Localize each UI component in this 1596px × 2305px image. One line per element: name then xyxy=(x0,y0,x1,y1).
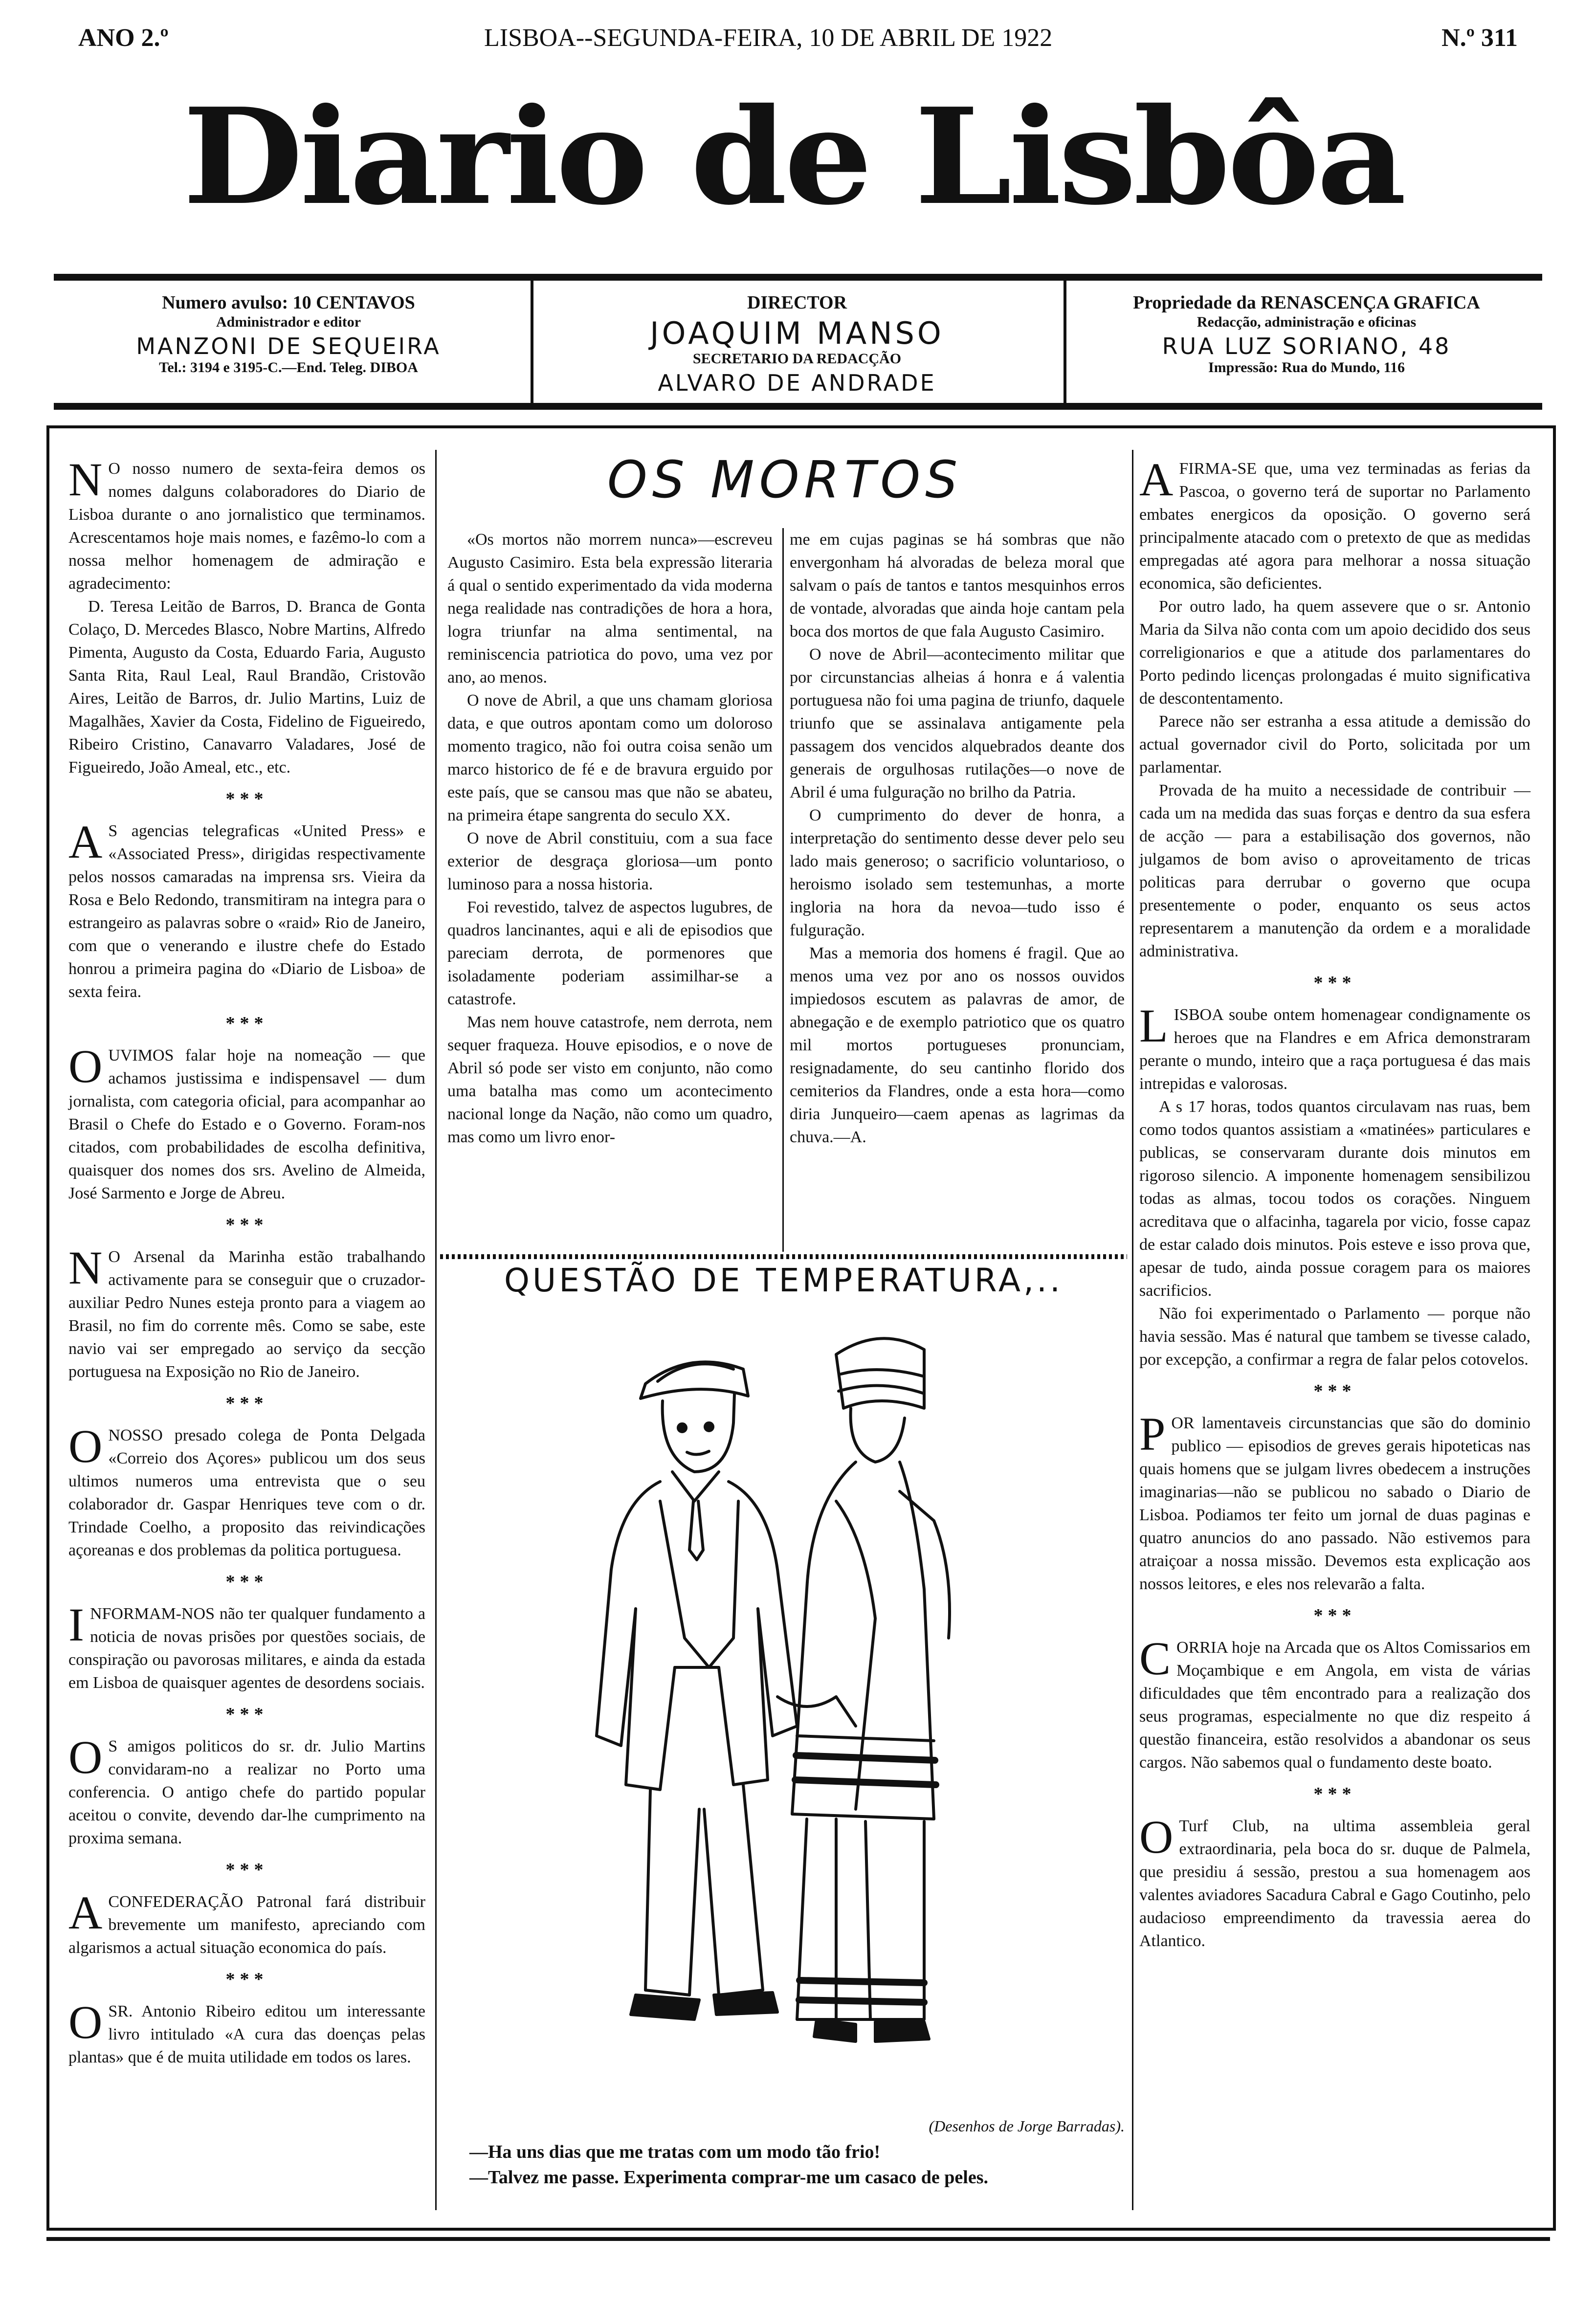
news-item: ONOSSO presado colega de Ponta Delgada «Correio dos Açores» publicou um dos seus ultimos numeros uma entrevista que o seu colaborador dr. Gaspar Henriques teve com o dr. Trindade Coelho, a proposito das reivindicações açoreanas e dos problemas da politica portuguesa. xyxy=(68,1420,425,1559)
news-item: OS amigos politicos do sr. dr. Julio Martins convidaram-no a realizar no Porto uma conferencia. O antigo chefe do partido popular aceitou o convite, devendo dar-lhe cumprimento na proxima semana. xyxy=(68,1731,425,1847)
article-paragraph: O nove de Abril constituiu, com a sua face exterior de desgraça gloriosa—um ponto luminoso para a nossa historia. xyxy=(447,829,773,893)
separator: *** xyxy=(1313,1605,1356,1626)
masthead-title: Diario de Lisbôa xyxy=(182,79,1404,234)
cartoon-title: QUESTÃO DE TEMPERATURA,.. xyxy=(504,1262,1064,1299)
admin-name: MANZONI DE SEQUEIRA xyxy=(136,333,441,360)
director-name: JOAQUIM MANSO xyxy=(650,315,944,351)
secretary-name: ALVARO DE ANDRADE xyxy=(658,370,936,397)
separator: *** xyxy=(225,789,268,809)
news-item: OSR. Antonio Ribeiro editou um interessante livro intitulado «A cura das doenças pelas plantas» que é de muita utilidade em todos os lares. xyxy=(68,1996,425,2066)
separator: *** xyxy=(225,1969,268,1990)
separator: *** xyxy=(225,1860,268,1880)
illustration-credit: (Desenhos de Jorge Barradas). xyxy=(929,2117,1125,2135)
article-paragraph: Mas nem houve catastrofe, nem derrota, nem sequer fraqueza. Houve episodios, e o nove de Abril só pode ser visto em conjunto, não como uma batalha mas como um acontecimento nacional longe da Nação, não como um quadro, mas como um livro enor- xyxy=(447,1013,773,1146)
issue-number: N.º 311 xyxy=(1441,24,1518,52)
news-item: Por outro lado, ha quem assevere que o sr. Antonio Maria da Silva não conta com um apoio decidido dos seus correligionarios e que a atitude dos parlamentares do Porto pedindo licenças prolongadas é muito significativa de descontentamento. xyxy=(1139,598,1530,708)
info-left xyxy=(54,281,523,403)
article-column-a xyxy=(447,528,773,1149)
article-paragraph: me em cujas paginas se há sombras que não envergonham há alvoradas de beleza moral que salvam o país de tantos e tantos mesquinhos erros de vontade, alvoradas que ainda hoje cantam pela boca dos mortos de que fala Augusto Casimiro. xyxy=(790,531,1125,641)
article-paragraph: O nove de Abril, a que uns chamam gloriosa data, e que outros apontam como um doloroso momento tragico, não foi outra coisa senão um marco historico de fé e de bravura erguido por este país, que se cansou mas que não se abateu, na primeira étape sangrenta do seculo XX. xyxy=(447,691,773,824)
printing: Impressão: Rua do Mundo, 116 xyxy=(1208,359,1405,376)
divider xyxy=(531,281,533,403)
news-item: NO Arsenal da Marinha estão trabalhando activamente para se conseguir que o cruzador-auxiliar Pedro Nunes esteja pronto para a viagem ao Brasil, no fim do corrente mês. Como se sabe, este navio vai ser empregado ao serviço da secção portuguesa na Exposição no Rio de Janeiro. xyxy=(68,1241,425,1381)
news-item: A s 17 horas, todos quantos circulavam nas ruas, bem como todos quantos assistiam a «matinées» particulares e publicas, se conservaram durante dois minutos em rigoroso silencio. A imponente homenagem sensibilizou todas as almas, tocou todos os corações. Ninguem acreditava que o alfacinha, tagarela por vicio, fosse capaz de estar calado dois minutos. Pois esteve e isso prova que, apesar de tudo, ainda possue coragem para os maiores sacrificios. xyxy=(1139,1098,1530,1300)
news-item: D. Teresa Leitão de Barros, D. Branca de Gonta Colaço, D. Mercedes Blasco, Nobre Martins, Alfredo Pimenta, Augusto da Costa, Eduardo Faria, Augusto Santa Rita, Raul Leal, Raul Brandão, Cristovão Aires, Leitão de Barros, dr. Julio Martins, Luiz de Magalhães, Xavier da Costa, Fidelino de Figueiredo, Ribeiro Cristino, Canavarro Valadares, José de Figueiredo, João Ameal, etc., etc. xyxy=(68,598,425,776)
column-rule xyxy=(1132,450,1133,2210)
news-item: Provada de ha muito a necessidade de contribuir — cada um na medida das suas forças e dentro da sua esfera de acção — para a estabilisação dos governos, não julgamos de bom aviso o aproveitamento de tricas politicas para derrubar o governo que ocupa presentemente o poder, enquanto os seus actos representarem a manutenção da ordem e a moralidade administrativa. xyxy=(1139,781,1530,960)
news-item: INFORMAM-NOS não ter qualquer fundamento a noticia de novas prisões por questões sociais, de conspiração ou pavorosas militares, e ainda da estada em Lisboa de quaisquer agentes de desordens sociais. xyxy=(68,1598,425,1692)
info-bar xyxy=(54,274,1542,410)
news-item: LISBOA soube ontem homenagear condignamente os heroes que na Flandres e em Africa demonstraram perante o mundo, inteiro que a raça portuguesa é das mais intrepidas e valorosas. xyxy=(1139,999,1530,1093)
article-title: OS MORTOS xyxy=(607,450,963,510)
secretary-label: SECRETARIO DA REDACÇÃO xyxy=(692,350,902,367)
year-label: ANO 2.º xyxy=(78,24,169,52)
left-column xyxy=(68,453,425,2069)
column-rule xyxy=(782,528,784,1252)
right-column xyxy=(1139,453,1530,1952)
news-item: Não foi experimentado o Parlamento — porque não havia sessão. Mas é natural que tambem se tivesse calado, por excepção, a confirmar a regra de falar pelos cotovelos. xyxy=(1139,1305,1530,1369)
article-paragraph: «Os mortos não morrem nunca»—escreveu Augusto Casimiro. Esta bela expressão literaria á qual o sentido experimentado da vida moderna nega realidade nas contradições de hora a hora, logra triunfar na alma sentimental, na reminiscencia patriotica do povo, uma vez por ano, ao menos. xyxy=(447,531,773,687)
admin-label: Administrador e editor xyxy=(216,313,361,330)
article-paragraph: O nove de Abril—acontecimento militar que por circunstancias alheias á honra e á valentia portuguesa não foi uma pagina de triunfo, daquele triunfo que se assinalava antigamente pela passagem dos vencidos alquebrados deante dos generais de orgulhosas rutilações—o nove de Abril é uma fulguração no brilho da Patria. xyxy=(790,645,1125,801)
news-item: POR lamentaveis circunstancias que são do dominio publico — episodios de greves gerais hipoteticas nas quais homens que se julgam livres obedecem a instruções imaginarias—não se publicou no sabado o Diario de Lisboa. Podiamos ter feito um jornal de duas paginas e quatro anuncios do ano passado. Não estivemos para atraiçoar a nossa missão. Devemos esta explicação aos nossos leitores, e eles nos relevarão a falta. xyxy=(1139,1408,1530,1593)
cartoon-caption-1: —Ha uns dias que me tratas com um modo tão frio! xyxy=(469,2142,881,2162)
info-center xyxy=(538,281,1056,403)
article-paragraph: Mas a memoria dos homens é fragil. Que ao menos uma vez por ano os nossos ouvidos impiedosos escutem as palavras de amor, de abnegação e de exemplo patriotico que os quatro mil mortos portugueses pronunciam, resignadamente, do seu cantinho florido dos cemiterios da Flandres, onde a esta hora—como diria Junqueiro—caem apenas as lagrimas da chuva.—A. xyxy=(790,944,1125,1146)
dateline: LISBOA--SEGUNDA-FEIRA, 10 DE ABRIL DE 1922 xyxy=(484,24,1053,52)
article-paragraph: O cumprimento do dever de honra, a interpretação do sentimento desse dever pelo seu lado mais generoso; o sacrificio voluntarioso, o heroismo isolado sem testemunhas, a morte ingloria na hora da nevoa—tudo isso é fulguração. xyxy=(790,806,1125,939)
separator: *** xyxy=(1313,1381,1356,1401)
news-item: OTurf Club, na ultima assembleia geral extraordinaria, pela boca do sr. duque de Palmela, que presidiu á sessão, prestou a sua homenagem aos valentes aviadores Sacadura Cabral e Gago Coutinho, pelo audacioso empreendimento da travessia aerea do Atlantico. xyxy=(1139,1811,1530,1950)
news-item: ACONFEDERAÇÃO Patronal fará distribuir brevemente um manifesto, apreciando com algarismos a actual situação economica do país. xyxy=(68,1886,425,1957)
separator: *** xyxy=(1313,973,1356,993)
news-item: Parece não ser estranha a essa atitude a demissão do actual governador civil do Porto, solicitada por um parlamentar. xyxy=(1139,712,1530,776)
bottom-rule xyxy=(46,2237,1550,2241)
owner: Propriedade da RENASCENÇA GRAFICA xyxy=(1133,292,1480,313)
director-label: DIRECTOR xyxy=(747,292,847,313)
news-item: OUVIMOS falar hoje na nomeação — que achamos justissima e indispensavel — dum jornalista, com categoria oficial, para acompanhar ao Brasil o Chefe do Estado e o Governo. Foram-nos citados, com probabilidades de escolha definitiva, quaisquer dos nomes dos srs. Avelino de Almeida, José Sarmento e Jorge de Abreu. xyxy=(68,1040,425,1202)
column-rule xyxy=(435,450,437,2210)
news-item: AFIRMA-SE que, uma vez terminadas as ferias da Pascoa, o governo terá de suportar no Parlamento embates energicos da oposição. O governo será principalmente atacado com o pretexto de que as medidas empregadas até agora para melhorar a nossa situação economica, são deficientes. xyxy=(1139,453,1530,593)
phones: Tel.: 3194 e 3195-C.—End. Teleg. DIBOA xyxy=(159,359,418,376)
top-line xyxy=(59,23,1537,58)
separator: *** xyxy=(1313,1784,1356,1804)
news-item: NO nosso numero de sexta-feira demos os nomes dalguns colaboradores do Diario de Lisboa durante o ano jornalistico que terminamos. Acrescentamos hoje mais nomes, e fazêmo-lo com a nossa melhor homenagem de admiração e agradecimento: xyxy=(68,453,425,593)
separator: *** xyxy=(225,1215,268,1235)
separator: *** xyxy=(225,1704,268,1725)
separator: *** xyxy=(225,1393,268,1414)
info-right xyxy=(1071,281,1542,403)
article-column-b xyxy=(790,528,1125,1149)
price: Numero avulso: 10 CENTAVOS xyxy=(162,292,415,313)
news-item: AS agencias telegraficas «United Press» e «Associated Press», dirigidas respectivamente pelos nossos camaradas na imprensa srs. Vieira da Rosa e Belo Redondo, transmitiram na integra para o estrangeiro as palavras sobre o «raid» Rio de Janeiro, com que o venerando e ilustre chefe do Estado honrou a primeira pagina do «Diario de Lisboa» de sexta feira. xyxy=(68,816,425,1001)
address: RUA LUZ SORIANO, 48 xyxy=(1162,333,1451,360)
separator: *** xyxy=(225,1572,268,1592)
cartoon-caption-2: —Talvez me passe. Experimenta comprar-me um casaco de peles. xyxy=(469,2167,988,2188)
divider xyxy=(1064,281,1066,403)
separator: *** xyxy=(225,1013,268,1034)
news-item: CORRIA hoje na Arcada que os Altos Comissarios em Moçambique e em Angola, em vista de várias dificuldades que têm encontrado para a realização dos seus programas, especialmente no que diz respeito á questão financeira, estão resolvidos a abandonar os seus cargos. Não sabemos qual o fundamento deste boato. xyxy=(1139,1632,1530,1772)
cartoon-illustration xyxy=(562,1296,1027,2117)
section-rule xyxy=(440,1254,1127,1259)
article-paragraph: Foi revestido, talvez de aspectos lugubres, de quadros lancinantes, aqui e ali de episodios que pareciam derrota, de pormenores que isoladamente poderiam assimilhar-se a catastrofe. xyxy=(447,898,773,1008)
offices: Redacção, administração e oficinas xyxy=(1197,313,1417,330)
